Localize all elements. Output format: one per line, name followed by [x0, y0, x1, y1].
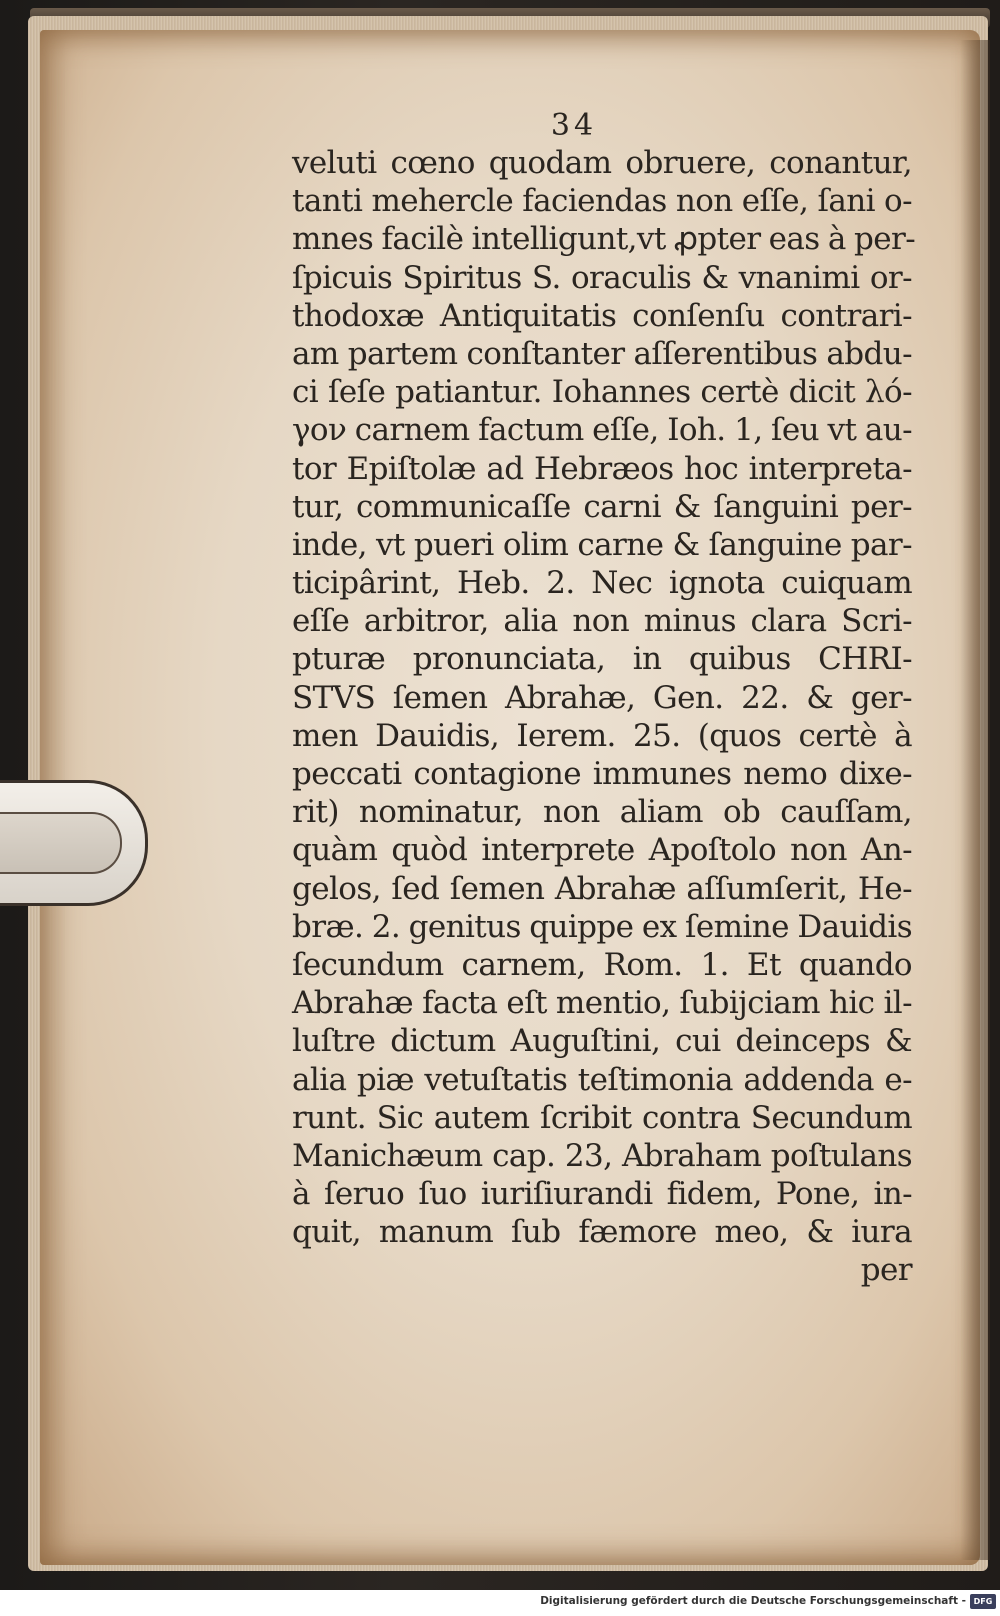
digitization-footer	[0, 1590, 1000, 1616]
text-line: ſecundum carnem, Rom. 1. Et quando	[292, 946, 912, 983]
text-line: inde, vt pueri olim carne & ſanguine par-	[292, 526, 912, 563]
text-line: ſpicuis Spiritus S. oraculis & vnanimi or-	[292, 259, 912, 296]
text-line: γον carnem factum eſſe, Ioh. 1, ſeu vt au-	[292, 412, 912, 449]
text-line: ci ſeſe patiantur. Iohannes certè dicit λό-	[292, 374, 912, 411]
funding-credit: Digitalisierung gefördert durch die Deutsche Forschungsgemeinschaft -	[540, 1595, 966, 1607]
text-line: bræ. 2. genitus quippe ex ſemine Dauidis	[292, 908, 912, 945]
page-text	[292, 108, 916, 1290]
text-line: tanti mehercle faciendas non eſſe, ſani o-	[292, 183, 912, 220]
text-line: pturæ pronunciata, in quibus CHRI-	[292, 641, 912, 678]
text-line: gelos, ſed ſemen Abrahæ aſſumſerit, He-	[292, 870, 912, 907]
bookmark-clasp-inner	[0, 812, 122, 874]
dfg-logo: DFG	[970, 1594, 996, 1609]
text-line: eſſe arbitror, alia non minus clara Scri-	[292, 603, 912, 640]
text-line: veluti cœno quodam obruere, conantur,	[292, 145, 912, 181]
text-line: ticipârint, Heb. 2. Nec ignota cuiquam	[292, 565, 912, 602]
text-line: à ſeruo ſuo iuriſiurandi fidem, Pone, in-	[292, 1176, 912, 1213]
text-line: Manichæum cap. 23, Abraham poſtulans	[292, 1137, 912, 1174]
text-line: alia piæ vetuſtatis teſtimonia addenda e-	[292, 1061, 912, 1098]
text-line: rit) nominatur, non aliam ob cauſſam,	[292, 794, 912, 831]
text-line: quàm quòd interprete Apoſtolo non An-	[292, 832, 912, 869]
text-line: tor Epiſtolæ ad Hebræos hoc interpreta-	[292, 450, 912, 487]
page-number: 34	[550, 108, 598, 143]
text-line: thodoxæ Antiquitatis conſenſu contrari-	[292, 297, 912, 334]
text-line: peccati contagione immunes nemo dixe-	[292, 756, 912, 792]
text-line: runt. Sic autem ſcribit contra Secundum	[292, 1099, 912, 1136]
text-line: quit, manum ſub fæmore meo, & iura	[292, 1214, 912, 1251]
text-line: Abrahæ facta eſt mentio, ſubijciam hic il-	[292, 985, 912, 1022]
text-line: am partem conſtanter aſſerentibus abdu-	[292, 335, 912, 372]
text-line: mnes facilè intelligunt,vt ꝓpter eas à per-	[292, 221, 916, 258]
text-line: men Dauidis, Ierem. 25. (quos certè à	[292, 717, 912, 754]
text-line: tur, communicaſſe carni & ſanguini per-	[292, 488, 912, 525]
text-line: luſtre dictum Auguſtini, cui deinceps &	[292, 1023, 912, 1060]
gutter-shadow	[960, 40, 990, 1560]
catchword: per	[860, 1252, 912, 1289]
text-line: STVS ſemen Abrahæ, Gen. 22. & ger-	[292, 679, 912, 716]
